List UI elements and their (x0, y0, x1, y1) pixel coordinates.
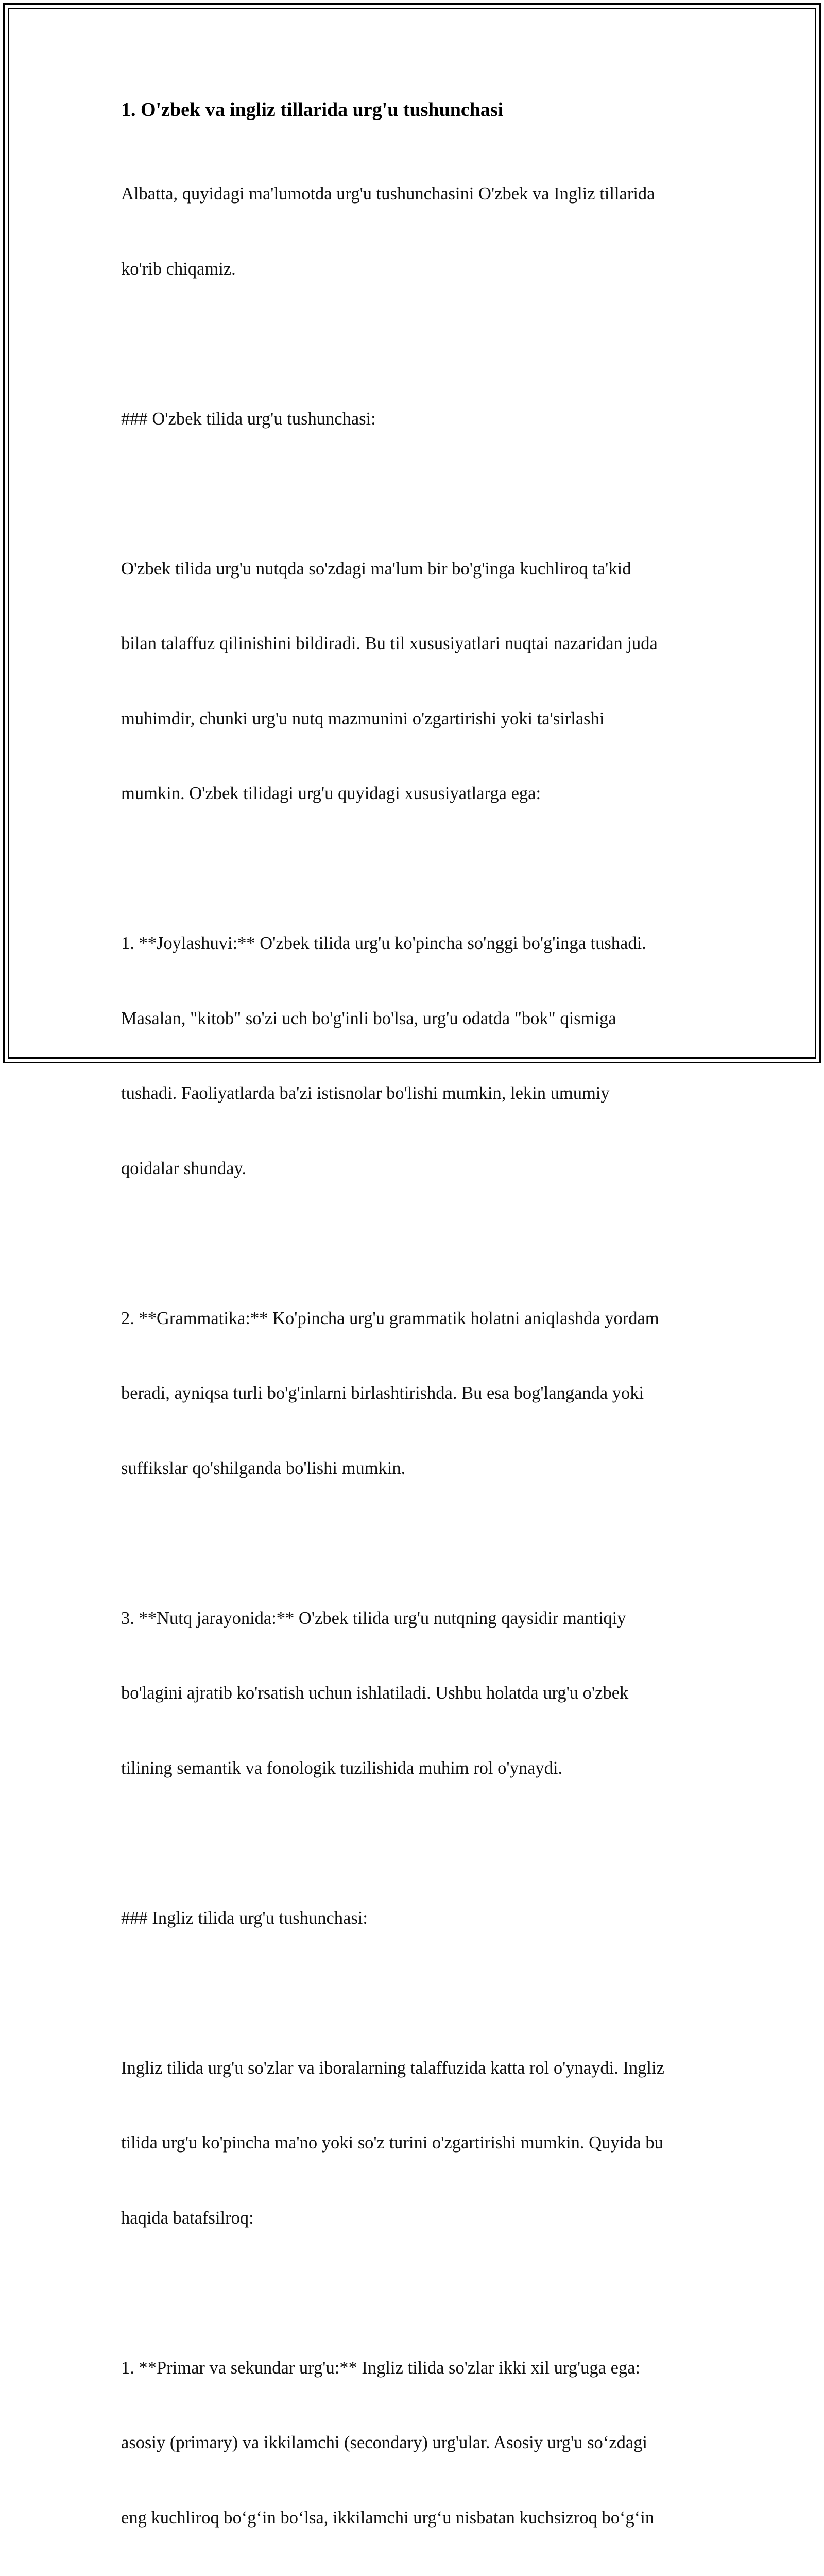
list-item-primar-sekundar (121, 2306, 703, 2576)
english-description-paragraph (121, 2006, 703, 2281)
text-line: eng kuchliroq bo‘g‘in bo‘lsa, ikkilamchi urg‘u nisbatan kuchsizroq bo‘g‘in (121, 2505, 703, 2531)
text-line: O'zbek tilida urg'u nutqda so'zdagi ma'lum bir bo'g'inga kuchliroq ta'kid (121, 556, 703, 582)
text-line: mumkin. O'zbek tilidagi urg'u quyidagi xususiyatlarga ega: (121, 781, 703, 806)
text-line: tushadi. Faoliyatlarda ba'zi istisnolar bo'lishi mumkin, lekin umumiy (121, 1081, 703, 1106)
document-title: 1. O'zbek va ingliz tillarida urg'u tushunchasi (121, 95, 703, 124)
intro-paragraph (121, 131, 703, 331)
text-line: qoidalar shunday. (121, 1156, 703, 1181)
section-heading-uzbek (121, 357, 703, 482)
text-line: haqida batafsilroq: (121, 2206, 703, 2231)
text-line: Ingliz tilida urg'u so'zlar va iboralarning talaffuzida katta rol o'ynaydi. Ingliz (121, 2056, 703, 2081)
text-line: ### O'zbek tilida urg'u tushunchasi: (121, 406, 703, 432)
list-item-grammatika (121, 1256, 703, 1531)
text-line: 1. **Primar va sekundar urg'u:** Ingliz tilida so'zlar ikki xil urg'uga ega: (121, 2355, 703, 2381)
text-line: 2. **Grammatika:** Ko'pincha urg'u grammatik holatni aniqlashda yordam (121, 1306, 703, 1331)
text-line: ko'rib chiqamiz. (121, 257, 703, 282)
text-line: ### Ingliz tilida urg'u tushunchasi: (121, 1906, 703, 1931)
section-heading-english (121, 1856, 703, 1981)
uzbek-description-paragraph (121, 506, 703, 856)
list-item-joylashuvi (121, 881, 703, 1231)
text-line: bo'lagini ajratib ko'rsatish uchun ishlatiladi. Ushbu holatda urg'u o'zbek (121, 1681, 703, 1706)
text-line: bilan talaffuz qilinishini bildiradi. Bu til xususiyatlari nuqtai nazaridan juda (121, 631, 703, 656)
text-line: beradi, ayniqsa turli bo'g'inlarni birlashtirishda. Bu esa bog'langanda yoki (121, 1381, 703, 1406)
text-line: 3. **Nutq jarayonida:** O'zbek tilida urg'u nutqning qaysidir mantiqiy (121, 1606, 703, 1631)
text-line: muhimdir, chunki urg'u nutq mazmunini o'zgartirishi yoki ta'sirlashi (121, 706, 703, 732)
document-body (121, 95, 703, 2576)
text-line: 1. **Joylashuvi:** O'zbek tilida urg'u ko'pincha so'nggi bo'g'inga tushadi. (121, 931, 703, 956)
text-line: tilida urg'u ko'pincha ma'no yoki so'z turini o'zgartirishi mumkin. Quyida bu (121, 2130, 703, 2156)
text-line: Albatta, quyidagi ma'lumotda urg'u tushunchasini O'zbek va Ingliz tillarida (121, 181, 703, 207)
text-line: Masalan, "kitob" so'zi uch bo'g'inli bo'lsa, urg'u odatda "bok" qismiga (121, 1006, 703, 1031)
text-line: tilining semantik va fonologik tuzilishida muhim rol o'ynaydi. (121, 1756, 703, 1781)
text-line: asosiy (primary) va ikkilamchi (secondary) urg'ular. Asosiy urg'u so‘zdagi (121, 2430, 703, 2455)
text-line: suffikslar qo'shilganda bo'lishi mumkin. (121, 1456, 703, 1481)
list-item-nutq-jarayonida (121, 1556, 703, 1831)
